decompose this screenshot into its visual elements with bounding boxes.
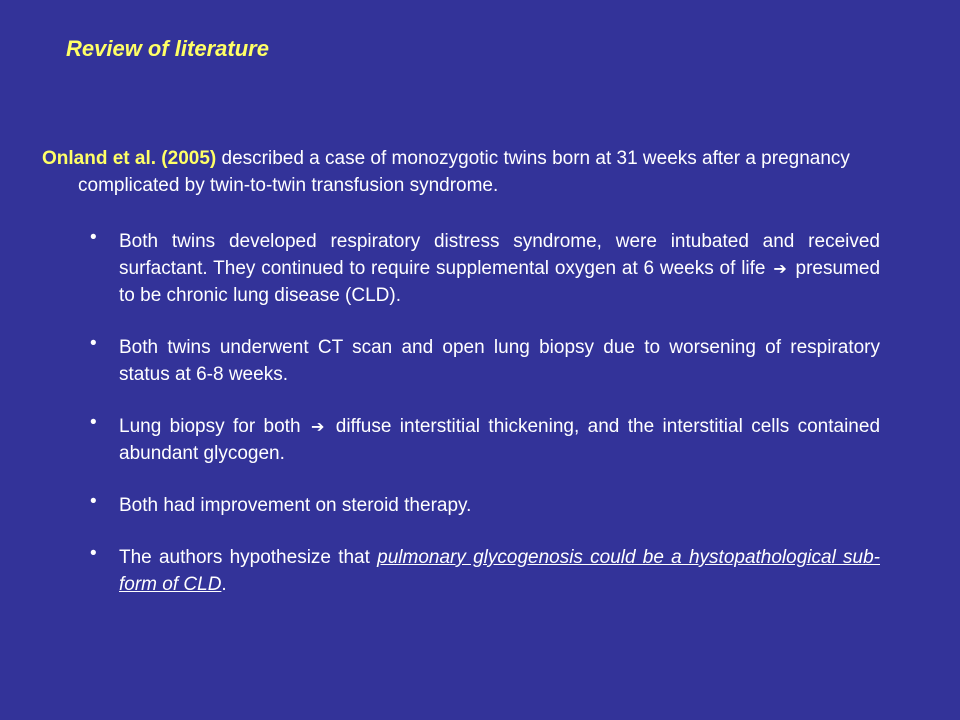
slide-title: Review of literature — [66, 36, 269, 61]
citation: Onland et al. (2005) — [42, 148, 217, 169]
bullet-dot-icon: • — [90, 227, 97, 248]
hypothesis-emphasis: pulmonary glycogenosis could be a hystopathological sub-form of CLD — [119, 547, 880, 595]
bullet-text: diffuse interstitial thickening, and the interstitial cells contained abundant glycogen. — [119, 416, 881, 464]
intro-paragraph — [42, 145, 938, 199]
intro-text: described a case of monozygotic twins born at 31 weeks after a pregnancy complicated by twin-to-twin transfusion syndrome. — [78, 148, 850, 196]
bullet-dot-icon: • — [90, 491, 97, 512]
bullet-text: Lung biopsy for both — [119, 416, 301, 437]
bullet-dot-icon: • — [90, 412, 97, 433]
bullet-item — [90, 544, 880, 598]
bullet-text: Both twins underwent CT scan and open lung biopsy due to worsening of respiratory status at 6-8 weeks. — [119, 337, 880, 385]
bullet-dot-icon: • — [90, 333, 97, 354]
bullet-item — [90, 413, 880, 467]
bullet-list — [90, 228, 880, 598]
bullet-text: The authors hypothesize that — [119, 547, 378, 568]
bullet-text: . — [221, 574, 227, 595]
arrow-right-icon: ➔ — [310, 417, 325, 436]
arrow-right-icon: ➔ — [773, 259, 787, 278]
bullet-item — [90, 492, 880, 519]
bullet-text: Both twins developed respiratory distress syndrome, were intubated and received surfactant. They continued to require supplemental oxygen at 6 weeks of life — [119, 231, 880, 279]
bullet-item — [90, 228, 880, 309]
bullet-dot-icon: • — [90, 543, 97, 564]
bullet-item — [90, 334, 880, 388]
bullet-text: Both had improvement on steroid therapy. — [119, 495, 472, 516]
bullet-text: presumed to be chronic lung disease (CLD). — [119, 258, 881, 306]
